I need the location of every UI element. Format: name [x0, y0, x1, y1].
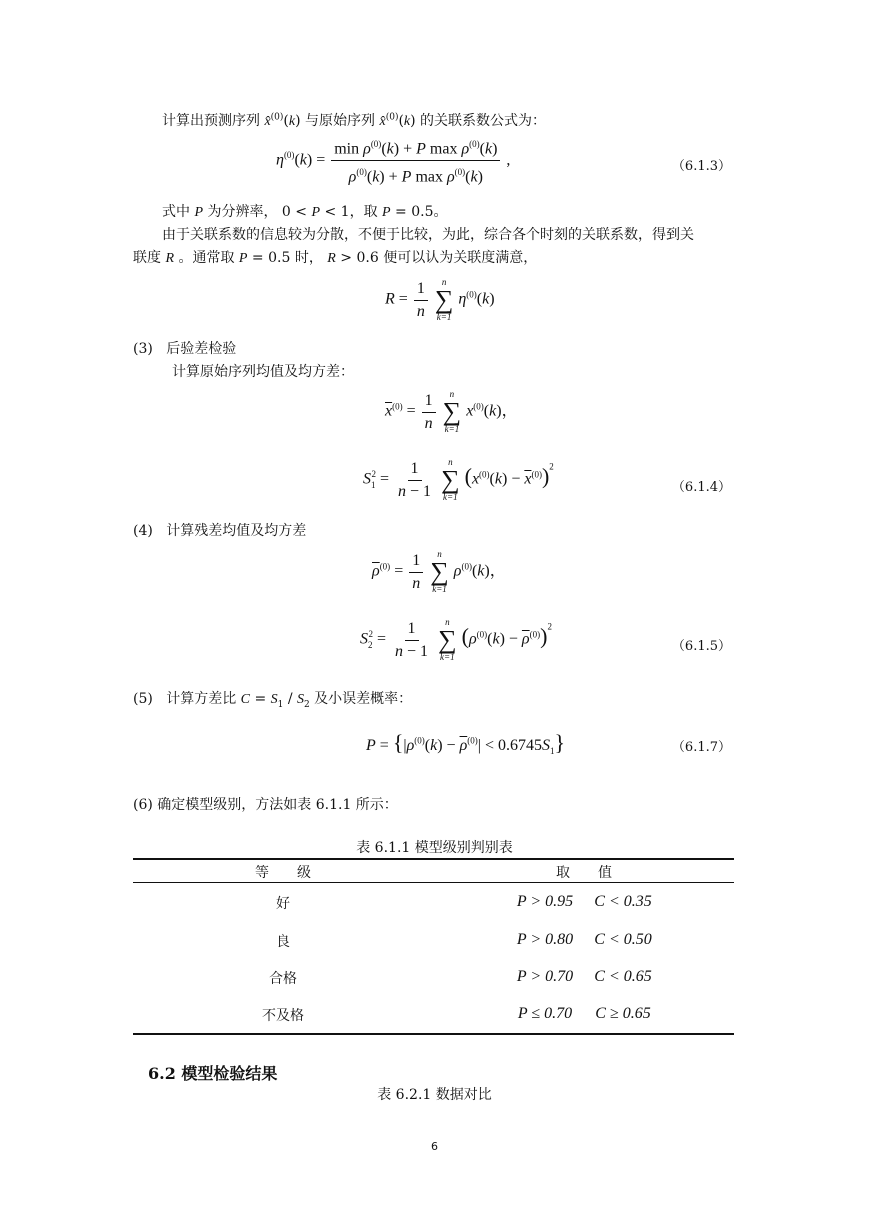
step4-heading: (4) 计算残差均值及均方差 — [133, 523, 307, 539]
table-caption: 表 6.1.1 模型级别判别表 — [356, 840, 513, 856]
equation-variance-original: $S_1^2$ = $\frac{1}{n - 1}$ n ∑ k=1 $(x^{(0)}(k) - \overline{x}^{(0)})^2$ — [363, 457, 554, 502]
table-top-rule — [133, 858, 734, 860]
resolution-paragraph: 式中 P 为分辨率， 0 < P < 1，取 P = 0.5。 — [162, 204, 448, 220]
table-row-c: C ≥ 0.65 — [595, 1005, 651, 1022]
table-row-c: C < 0.50 — [594, 931, 652, 948]
page-number: 6 — [431, 1140, 438, 1153]
table-row-p: P > 0.70 — [516, 968, 574, 985]
correlation-paragraph-line1: 由于关联系数的信息较为分散，不便于比较，为此，综合各个时刻的关联系数，得到关 — [162, 227, 694, 243]
table-row-grade: 好 — [276, 896, 290, 912]
table2-caption: 表 6.2.1 数据对比 — [377, 1087, 492, 1103]
equation-correlation-degree: R = $\frac{1}{n}$ n ∑ k=1 $\eta^{(0)}(k)$ — [385, 277, 495, 322]
equation-number: （6.1.3） — [671, 159, 731, 174]
table-row-c: C < 0.65 — [594, 968, 652, 985]
step5-text: (5) 计算方差比 $C = S_1 / S_2$ 及小误差概率： — [133, 691, 413, 710]
table-row-c: C < 0.35 — [594, 893, 652, 910]
equation-small-error-probability: $P = \{|\rho^{(0)}(k) - \overline{\rho}^{(0)}| < 0.6745S_1\}$ — [366, 730, 566, 757]
step6-text: (6) 确定模型级别，方法如表 6.1.1 所示： — [133, 797, 398, 813]
table-header-grade: 等 级 — [255, 865, 311, 881]
equation-number: （6.1.4） — [671, 480, 731, 495]
equation-mean: $\overline{x}^{(0)}$ = $\frac{1}{n}$ n ∑ k=1 $x^{(0)}(k)$， — [385, 389, 518, 434]
equation-number: （6.1.7） — [671, 740, 731, 755]
table-row-grade: 不及格 — [262, 1008, 304, 1024]
table-row-p: P > 0.95 — [516, 893, 574, 910]
equation-variance-residual: $S_2^2$ = $\frac{1}{n - 1}$ n ∑ k=1 $(\rho^{(0)}(k) - \overline{\rho}^{(0)})^2$ — [360, 617, 552, 662]
table-header-value: 取 值 — [556, 865, 612, 881]
equation-residual-mean: $\overline{\rho}^{(0)}$ = $\frac{1}{n}$ n ∑ k=1 $\rho^{(0)}(k)$， — [372, 549, 506, 594]
intro-paragraph: 计算出预测序列 x̂$^{(0)}$(k) 与原始序列 x̂$^{(0)}$(k) 的关联系数公式为： — [162, 112, 547, 129]
section-heading: 6.2 模型检验结果 — [148, 1064, 278, 1083]
table-row-grade: 合格 — [269, 971, 297, 987]
equation-correlation-coefficient: $\eta^{(0)}(k)$ = $\frac{\min \rho^{(0)}(k) + P \max \rho^{(0)}(k)}{\rho^{(0)}(k) + P \max \rho^{(0)}(k)}$ , — [276, 134, 510, 188]
equation-number: （6.1.5） — [671, 639, 731, 654]
table-header-rule — [133, 882, 734, 883]
table-row-p: P > 0.80 — [516, 931, 574, 948]
step3-text: 计算原始序列均值及均方差： — [172, 364, 354, 380]
table-row-p: P ≤ 0.70 — [517, 1005, 573, 1022]
correlation-paragraph-line2: 联度 R 。通常取 P = 0.5 时， R > 0.6 便可以认为关联度满意， — [133, 250, 538, 266]
table-bottom-rule — [133, 1033, 734, 1035]
table-row-grade: 良 — [276, 934, 290, 950]
step3-heading: (3) 后验差检验 — [133, 341, 237, 357]
